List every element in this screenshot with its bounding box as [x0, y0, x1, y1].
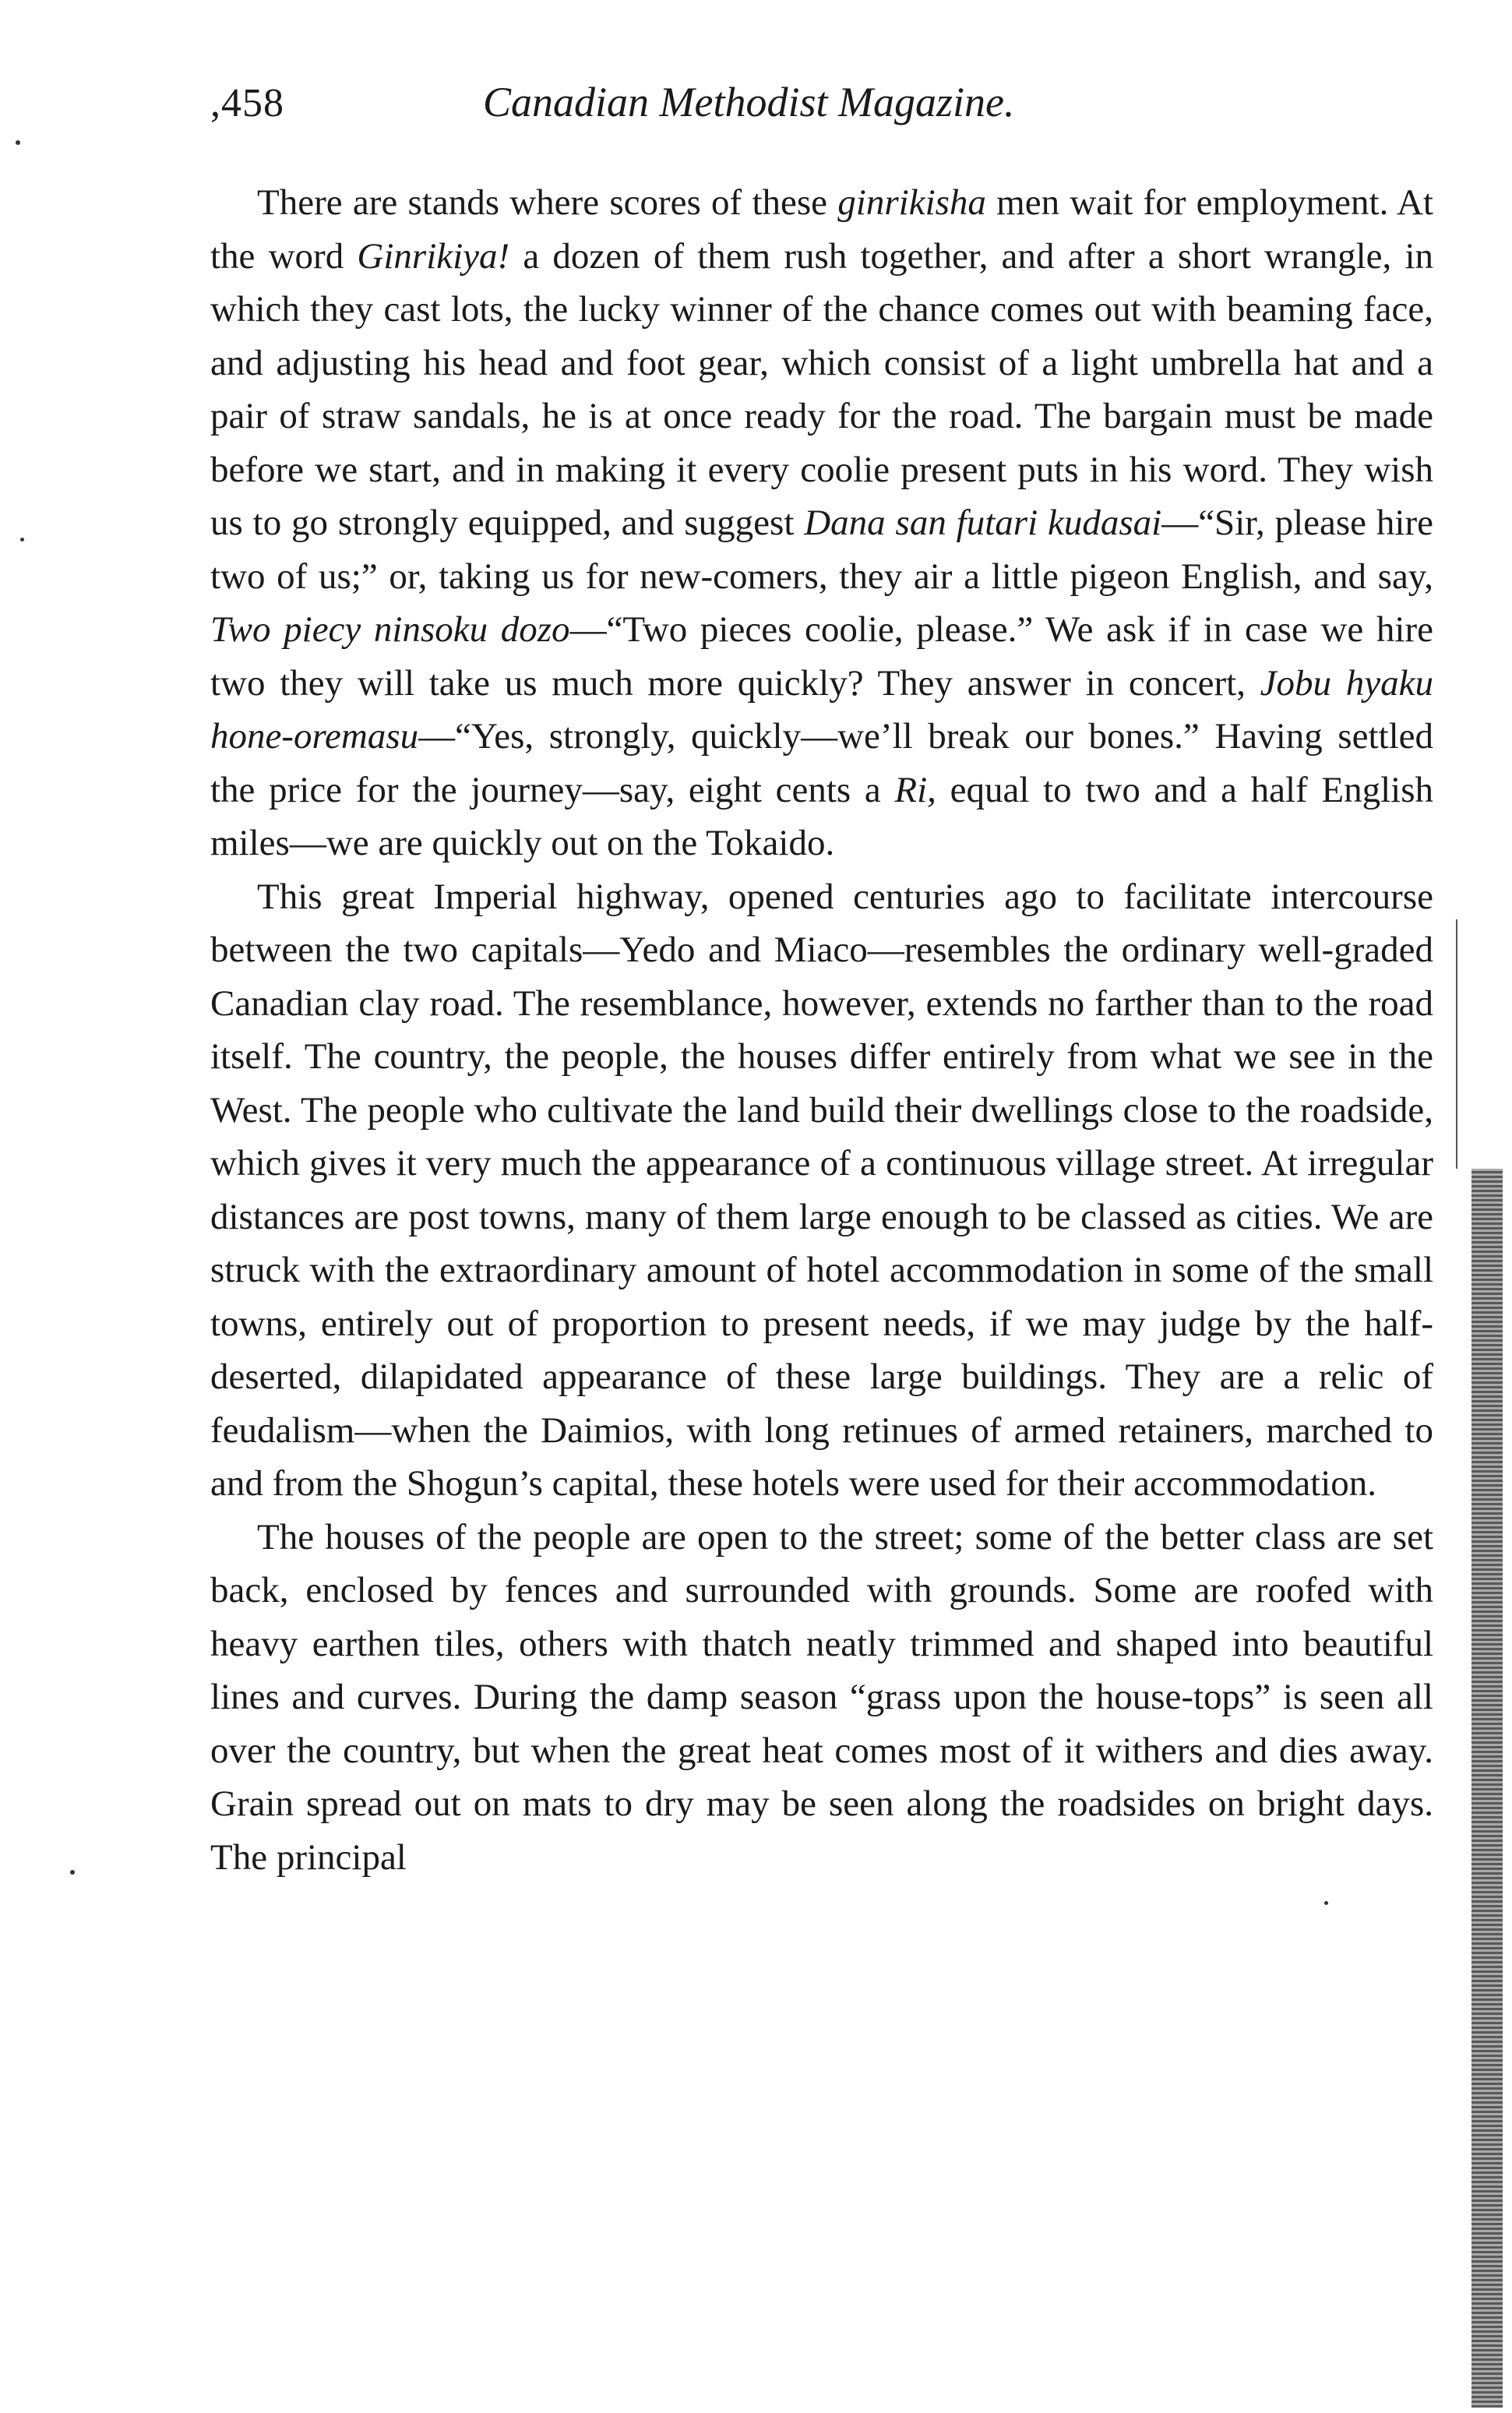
- journal-title: Canadian Methodist Magazine.: [483, 79, 1015, 125]
- italic-term: Dana san futari kudasai: [804, 503, 1162, 543]
- article-body: [210, 176, 1433, 1884]
- text-run: This great Imperial highway, opened centuries ago to facilitate intercourse between the two capitals—Yedo and Miaco—resembles the ordinary well-graded Canadian clay road. The resemblance, however, extends no farther than to the road itself. The country, the people, the houses differ entirely from what we see in the West. The people who cultivate the land build their dwellings close to the roadside, which gives it very much the appearance of a continuous village street. At irregular distances are post towns, many of them large enough to be classed as cities. We are struck with the extraordinary amount of hotel accommodation in some of the small towns, entirely out of proportion to present needs, if we may judge by the half-deserted, dilapidated appearance of these large buildings. They are a relic of feudalism—when the Daimios, with long retinues of armed retainers, marched to and from the Shogun’s capital, these hotels were used for their accommodation.: [210, 876, 1433, 1504]
- text-run: The houses of the people are open to the street; some of the better class are set back, enclosed by fences and surrounded with grounds. Some are roofed with heavy earthen tiles, others with thatch neatly trimmed and shaped into beautiful lines and curves. During the damp season “grass upon the house-tops” is seen all over the country, but when the great heat comes most of it withers and dies away. Grain spread out on mats to dry may be seen along the roadsides on bright days. The principal: [210, 1516, 1433, 1878]
- text-run: a dozen of them rush together, and after a short wrangle, in which they cast lots, the lucky winner of the chance comes out with beaming face, and adjusting his head and foot gear, which consist of a light umbrella hat and a pair of straw sandals, he is at once ready for the road. The bargain must be made before we start, and in making it every coolie present puts in his word. They wish us to go strongly equipped, and suggest: [210, 235, 1434, 543]
- text-run: —“Yes, strongly, quickly—we’ll break our bones.” Having settled the price for the journey—say, eight cents a: [210, 716, 1433, 810]
- italic-term: Ginrikiya!: [357, 235, 510, 277]
- text-run: There are stands where scores of these: [257, 182, 838, 223]
- scan-speck: [20, 538, 24, 542]
- paragraph: [210, 176, 1433, 870]
- paragraph: [210, 870, 1433, 1511]
- italic-term: Ri,: [894, 769, 936, 810]
- running-head: [210, 78, 1433, 148]
- text-run: —“Two pieces coolie, please.” We ask if in case we hire two they will take us much more quickly? They answer in concert,: [210, 609, 1433, 704]
- scan-speck: [1324, 1901, 1328, 1905]
- scan-speck: [16, 140, 20, 145]
- paragraph: [210, 1511, 1433, 1885]
- page: [210, 78, 1433, 1884]
- scan-speck: [70, 1870, 75, 1875]
- italic-term: Two piecy ninsoku dozo: [210, 609, 570, 650]
- scan-line-artifact: [1456, 919, 1457, 1169]
- page-number: ,458: [210, 81, 284, 125]
- text-run: men wait for employment. At the word: [210, 182, 1433, 277]
- text-run: equal to two and a half English miles—we are quickly out on the Tokaido.: [210, 769, 1433, 863]
- italic-term: Jobu hyaku hone-oremasu: [210, 662, 1433, 757]
- italic-term: ginrikisha: [837, 182, 986, 223]
- scan-edge-artifact: [1471, 1169, 1503, 2408]
- text-run: —“Sir, please hire two of us;” or, taking us for new-comers, they air a little pigeon English, and say,: [210, 503, 1433, 597]
